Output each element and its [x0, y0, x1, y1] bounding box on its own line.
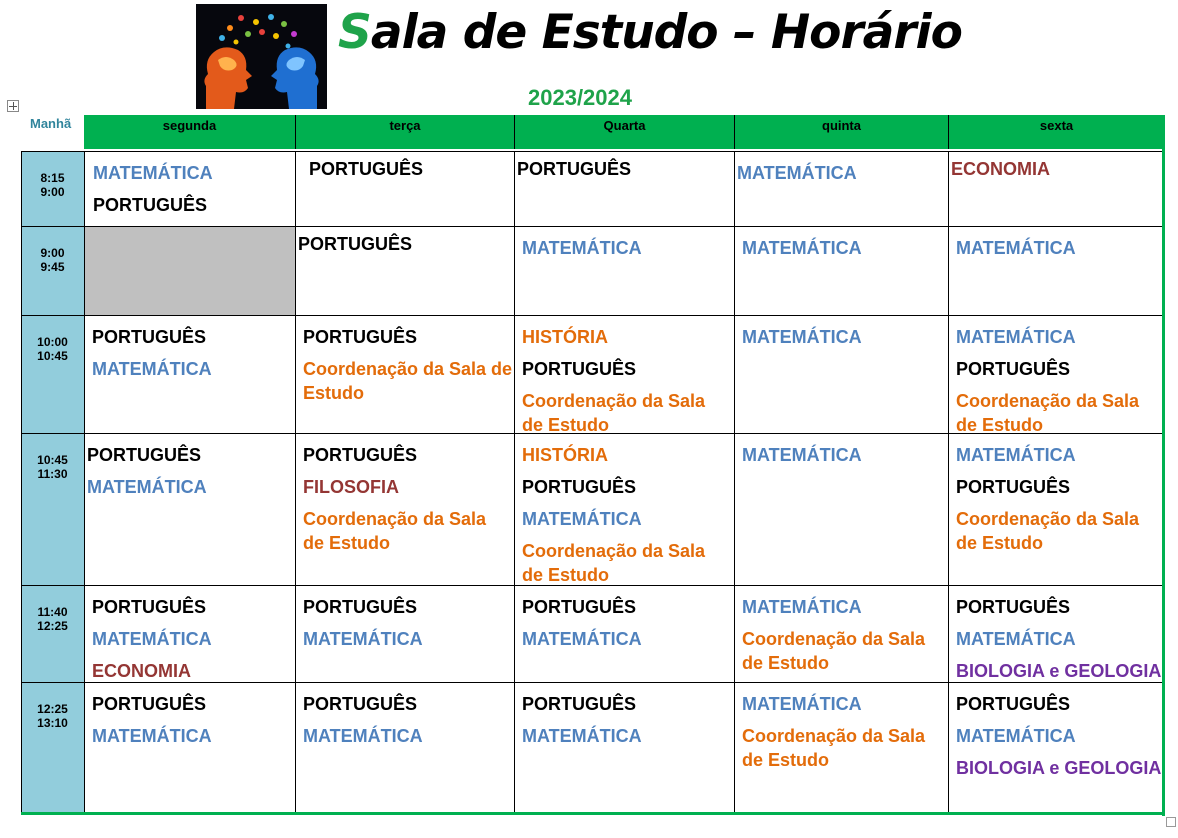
column-divider [295, 151, 296, 814]
time-start: 10:45 [37, 453, 68, 467]
title-initial: S [338, 5, 371, 60]
subject-mat: MATEMÁTICA [956, 629, 1076, 649]
time-slot [21, 171, 84, 199]
subject-mat: MATEMÁTICA [522, 629, 642, 649]
table-border-right [1162, 115, 1165, 816]
time-slot [21, 702, 84, 730]
day-header-4: sexta [948, 115, 1164, 149]
column-divider [84, 151, 85, 814]
time-start: 10:00 [37, 335, 68, 349]
subject-mat: MATEMÁTICA [522, 509, 642, 529]
day-header-1: terça [295, 115, 514, 149]
day-header-0: segunda [162, 118, 217, 133]
subject-eco: ECONOMIA [951, 159, 1050, 179]
time-slot [21, 335, 84, 363]
subject-por: PORTUGUÊS [303, 327, 418, 347]
subject-coord: Coordenação da Sala de Estudo [742, 629, 926, 673]
subject-coord: Coordenação da Sala de Estudo [303, 359, 513, 403]
subject-por: PORTUGUÊS [956, 477, 1071, 497]
subject-por: PORTUGUÊS [522, 597, 637, 617]
row-divider [21, 315, 1162, 316]
subject-por: PORTUGUÊS [92, 327, 207, 347]
subject-por: PORTUGUÊS [303, 445, 418, 465]
subject-por: PORTUGUÊS [956, 694, 1071, 714]
subject-por: PORTUGUÊS [303, 694, 418, 714]
subject-por: PORTUGUÊS [517, 159, 632, 179]
brain-heads-illustration [196, 4, 327, 109]
subject-mat: MATEMÁTICA [303, 726, 423, 746]
subject-mat: MATEMÁTICA [956, 726, 1076, 746]
title-rest: ala de Estudo – Horário [370, 5, 962, 60]
subject-coord: Coordenação da Sala de Estudo [522, 391, 706, 435]
subject-filo: FILOSOFIA [303, 477, 399, 497]
time-end: 10:45 [37, 349, 68, 363]
subject-mat: MATEMÁTICA [92, 629, 212, 649]
subject-mat: MATEMÁTICA [92, 359, 212, 379]
page-title [338, 2, 962, 64]
time-end: 9:45 [40, 260, 65, 274]
subject-mat: MATEMÁTICA [956, 445, 1076, 465]
logo-image [196, 4, 327, 109]
subject-por: PORTUGUÊS [298, 234, 413, 254]
days-header-row [84, 115, 1164, 149]
subject-bio: BIOLOGIA e GEOLOGIA [956, 661, 1162, 681]
subject-mat: MATEMÁTICA [92, 726, 212, 746]
subject-mat: MATEMÁTICA [742, 597, 862, 617]
time-start: 12:25 [37, 702, 68, 716]
subject-mat: MATEMÁTICA [742, 445, 862, 465]
time-slot [21, 605, 84, 633]
subject-por: PORTUGUÊS [522, 359, 637, 379]
subject-mat: MATEMÁTICA [522, 238, 642, 258]
subject-mat: MATEMÁTICA [956, 238, 1076, 258]
time-slot [21, 453, 84, 481]
day-header-3: quinta [734, 115, 948, 149]
column-divider [514, 151, 515, 814]
time-end: 11:30 [37, 467, 68, 481]
subject-mat: MATEMÁTICA [742, 327, 862, 347]
subject-mat: MATEMÁTICA [956, 327, 1076, 347]
subject-eco: ECONOMIA [92, 661, 191, 681]
column-divider [734, 151, 735, 814]
subject-mat: MATEMÁTICA [87, 477, 207, 497]
subject-por: PORTUGUÊS [92, 694, 207, 714]
subject-coord: Coordenação da Sala de Estudo [303, 509, 487, 553]
time-start: 9:00 [40, 246, 65, 260]
subject-por: PORTUGUÊS [303, 597, 418, 617]
day-header-2: Quarta [514, 115, 734, 149]
subject-por: PORTUGUÊS [309, 159, 424, 179]
time-end: 13:10 [37, 716, 68, 730]
subject-por: PORTUGUÊS [92, 597, 207, 617]
time-start: 11:40 [37, 605, 68, 619]
subject-mat: MATEMÁTICA [522, 726, 642, 746]
subject-por: PORTUGUÊS [956, 359, 1071, 379]
subject-coord: Coordenação da Sala de Estudo [742, 726, 926, 770]
subject-mat: MATEMÁTICA [742, 238, 862, 258]
subject-por: PORTUGUÊS [87, 445, 202, 465]
column-divider [948, 151, 949, 814]
empty-slot [85, 227, 295, 315]
time-slot [21, 246, 84, 274]
table-border-bottom [21, 812, 1165, 815]
time-start: 8:15 [40, 171, 65, 185]
subject-por: PORTUGUÊS [522, 694, 637, 714]
period-label: Manhã [30, 116, 72, 131]
subject-mat: MATEMÁTICA [93, 163, 213, 183]
subject-mat: MATEMÁTICA [737, 163, 857, 183]
row-divider [21, 226, 1162, 227]
subject-mat: MATEMÁTICA [742, 694, 862, 714]
row-divider [21, 151, 1162, 152]
subject-bio: BIOLOGIA e GEOLOGIA [956, 758, 1162, 778]
subject-por: PORTUGUÊS [93, 195, 208, 215]
time-end: 12:25 [37, 619, 68, 633]
time-end: 9:00 [40, 185, 65, 199]
schedule-grid [21, 151, 1162, 814]
subject-coord: Coordenação da Sala de Estudo [956, 509, 1140, 553]
subject-hist: HISTÓRIA [522, 445, 609, 465]
subject-hist: HISTÓRIA [522, 327, 609, 347]
table-move-handle[interactable] [7, 100, 19, 112]
subject-coord: Coordenação da Sala de Estudo [522, 541, 706, 585]
subject-por: PORTUGUÊS [522, 477, 637, 497]
subject-por: PORTUGUÊS [956, 597, 1071, 617]
subject-coord: Coordenação da Sala de Estudo [956, 391, 1140, 435]
school-year: 2023/2024 [528, 85, 632, 110]
table-resize-handle[interactable] [1166, 817, 1176, 827]
subject-mat: MATEMÁTICA [303, 629, 423, 649]
